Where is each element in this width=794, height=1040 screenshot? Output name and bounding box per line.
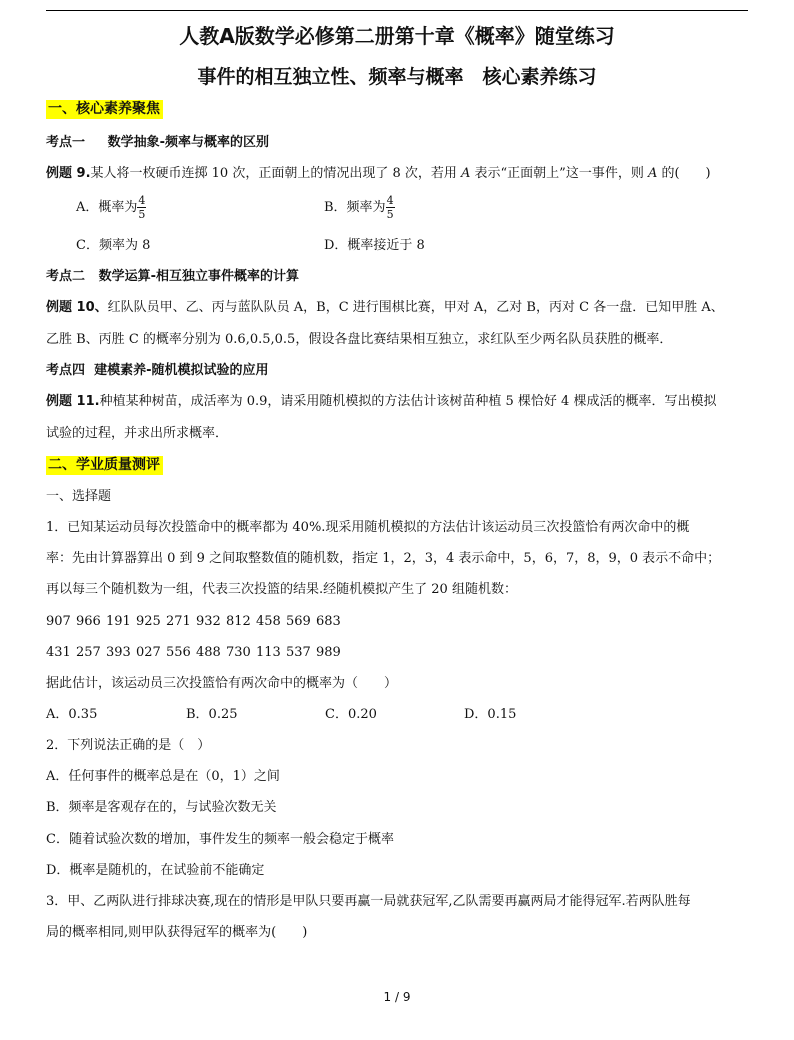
section2-heading: 二、学业质量测评 xyxy=(46,457,163,474)
example10-line2: 乙胜 B、丙胜 C 的概率分别为 0.6,0.5,0.5，假设各盘比赛结果相互独立，求红队至少两名队员获胜的概率． xyxy=(46,332,673,347)
question2-option-d: D．概率是随机的，在试验前不能确定 xyxy=(46,863,265,878)
page-subtitle: 事件的相互独立性、频率与概率 核心素养练习 xyxy=(197,66,597,88)
random-number-row-2: 431 257 393 027 556 488 730 113 537 989 xyxy=(46,645,341,660)
question3-line1: 3．甲、乙两队进行排球决赛,现在的情形是甲队只要再赢一局就获冠军,乙队需要再赢两局才能得冠军.若两队胜每 xyxy=(46,894,691,909)
question1-option-d: D．0.15 xyxy=(464,707,517,722)
example9-option-a: A．概率为 $\frac{4}{5}$ xyxy=(76,194,146,221)
point1: 考点一 数学抽象-频率与概率的区别 xyxy=(46,135,270,150)
question2-option-c: C．随着试验次数的增加，事件发生的频率一般会稳定于概率 xyxy=(46,832,394,847)
question3-line2: 局的概率相同,则甲队获得冠军的概率为( ) xyxy=(46,925,308,940)
question2-option-b: B．频率是客观存在的，与试验次数无关 xyxy=(46,800,277,815)
example11-line1: 例题 11.种植某种树苗，成活率为 0.9，请采用随机模拟的方法估计该树苗种植 5 棵恰好 4 棵成活的概率．写出模拟 xyxy=(46,394,717,409)
fraction: $\frac{4}{5}$ xyxy=(138,194,146,221)
example9-option-b: B．频率为 $\frac{4}{5}$ xyxy=(324,194,394,221)
example9-option-c: C．频率为 8 xyxy=(76,238,151,253)
question1-line2: 率：先由计算器算出 0 到 9 之间取整数值的随机数，指定 1，2，3，4 表示命中，5，6，7，8，9，0 表示不命中； xyxy=(46,551,721,566)
question2-stem: 2．下列说法正确的是（ ） xyxy=(46,738,211,753)
point2: 考点二 数学运算-相互独立事件概率的计算 xyxy=(46,269,299,284)
section1-heading: 一、核心素养聚焦 xyxy=(46,101,163,118)
section2-subheading: 一、选择题 xyxy=(46,489,112,504)
random-number-row-1: 907 966 191 925 271 932 812 458 569 683 xyxy=(46,614,341,629)
header-rule xyxy=(46,10,748,11)
question1-line1: 1．已知某运动员每次投篮命中的概率都为 40%.现采用随机模拟的方法估计该运动员三次投篮恰有两次命中的概 xyxy=(46,520,690,535)
question1-option-b: B．0.25 xyxy=(186,707,238,722)
page-number: 1 / 9 xyxy=(383,990,411,1004)
example9-stem: 例题 9.某人将一枚硬币连掷 10 次，正面朝上的情况出现了 8 次，若用 A 表示“正面朝上”这一事件，则 A 的( ) xyxy=(46,166,711,181)
example10-line1: 例题 10、红队队员甲、乙、丙与蓝队队员 A，B，C 进行围棋比赛，甲对 A，乙对 B，丙对 C 各一盘．已知甲胜 A、 xyxy=(46,300,724,315)
fraction: $\frac{4}{5}$ xyxy=(386,194,394,221)
example11-line2: 试验的过程，并求出所求概率． xyxy=(46,426,229,441)
point4: 考点四 建模素养-随机模拟试验的应用 xyxy=(46,363,269,378)
question2-option-a: A．任何事件的概率总是在（0，1）之间 xyxy=(46,769,280,784)
question1-option-c: C．0.20 xyxy=(325,707,377,722)
question1-line3: 再以每三个随机数为一组，代表三次投篮的结果.经随机模拟产生了 20 组随机数： xyxy=(46,582,517,597)
question1-option-a: A．0.35 xyxy=(46,707,98,722)
page-title: 人教A版数学必修第二册第十章《概率》随堂练习 xyxy=(179,24,615,48)
question1-ask: 据此估计，该运动员三次投篮恰有两次命中的概率为（ ） xyxy=(46,676,398,691)
example9-option-d: D．概率接近于 8 xyxy=(324,238,425,253)
